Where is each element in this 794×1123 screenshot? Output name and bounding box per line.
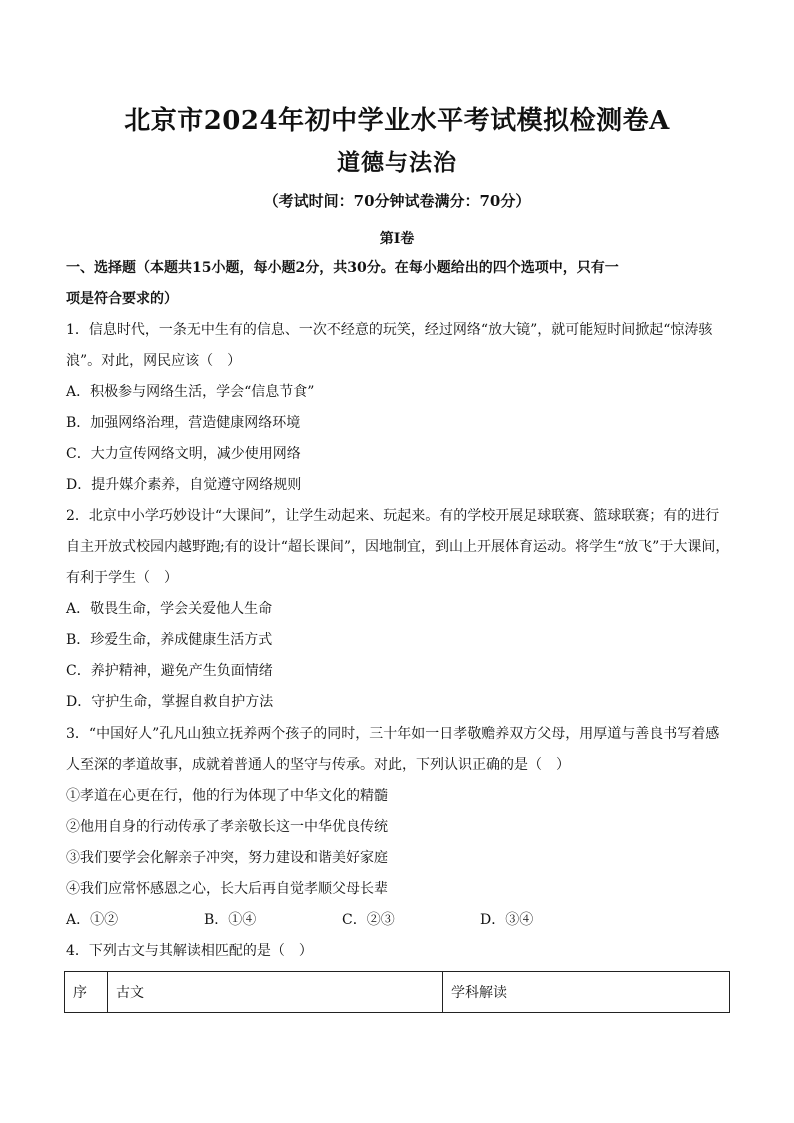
section-heading-line-1: 一、选择题（本题共15小题，每小题2分，共30分。在每小题给出的四个选项中，只有一 xyxy=(66,260,619,276)
q2-option-b: B．珍爱生命，养成健康生活方式 xyxy=(66,632,273,648)
q3-statement-3: ③我们要学会化解亲子冲突，努力建设和谐美好家庭 xyxy=(66,850,388,866)
table-header-row xyxy=(65,972,730,1013)
q3-options xyxy=(66,910,730,930)
q3-option-b: B．①④ xyxy=(204,912,257,928)
q3-statement-1: ①孝道在心更在行，他的行为体现了中华文化的精髓 xyxy=(66,788,388,804)
q3-option-c: C．②③ xyxy=(342,912,395,928)
q2-stem-line-2: 自主开放式校园内越野跑;有的设计“超长课间”，因地制宜，到山上开展体育运动。将学生“放飞”于大课间， xyxy=(66,539,730,555)
q2-option-a: A．敬畏生命，学会关爱他人生命 xyxy=(66,601,273,617)
table-header-ancient-text: 古文 xyxy=(108,972,443,1013)
section-heading-line-2: 项是符合要求的） xyxy=(66,291,178,307)
table-header-interpretation: 学科解读 xyxy=(443,972,730,1013)
q2-stem-line-3: 有利于学生（ ） xyxy=(66,570,178,586)
q1-option-a: A．积极参与网络生活，学会“信息节食” xyxy=(66,384,315,400)
q1-stem-line-1: 1．信息时代，一条无中生有的信息、一次不经意的玩笑，经过网络“放大镜”，就可能短时间掀起“惊涛骇 xyxy=(66,322,713,338)
q3-statement-2: ②他用自身的行动传承了孝亲敬长这一中华优良传统 xyxy=(66,819,388,835)
q2-stem-line-1: 2．北京中小学巧妙设计“大课间”，让学生动起来、玩起来。有的学校开展足球联赛、篮球联赛；有的进行 xyxy=(66,508,720,524)
q3-stem-line-2: 人至深的孝道故事，成就着普通人的坚守与传承。对此，下列认识正确的是（ ） xyxy=(66,757,570,773)
exam-title: 北京市2024年初中学业水平考试模拟检测卷A xyxy=(124,106,670,136)
q1-option-d: D．提升媒介素养，自觉遵守网络规则 xyxy=(66,477,302,493)
q4-table xyxy=(64,971,730,1013)
table-header-index: 序 xyxy=(65,972,108,1013)
q4-stem: 4．下列古文与其解读相匹配的是（ ） xyxy=(66,943,313,959)
volume-label: 第I卷 xyxy=(379,231,415,247)
q3-statement-4: ④我们应常怀感恩之心，长大后再自觉孝顺父母长辈 xyxy=(66,881,388,897)
q1-stem-line-2: 浪”。对此，网民应该（ ） xyxy=(66,353,242,369)
q3-option-d: D．③④ xyxy=(480,912,534,928)
subject-title: 道德与法治 xyxy=(337,149,457,176)
q3-option-a: A．①② xyxy=(66,912,119,928)
q1-option-c: C．大力宣传网络文明，减少使用网络 xyxy=(66,446,301,462)
q1-option-b: B．加强网络治理，营造健康网络环境 xyxy=(66,415,301,431)
q3-stem-line-1: 3．“中国好人”孔凡山独立抚养两个孩子的同时，三十年如一日孝敬赡养双方父母，用厚道与善良书写着感 xyxy=(66,726,720,742)
q2-option-c: C．养护精神，避免产生负面情绪 xyxy=(66,663,273,679)
q2-option-d: D．守护生命，掌握自救自护方法 xyxy=(66,694,274,710)
exam-info: （考试时间：70分钟试卷满分：70分） xyxy=(263,192,531,210)
